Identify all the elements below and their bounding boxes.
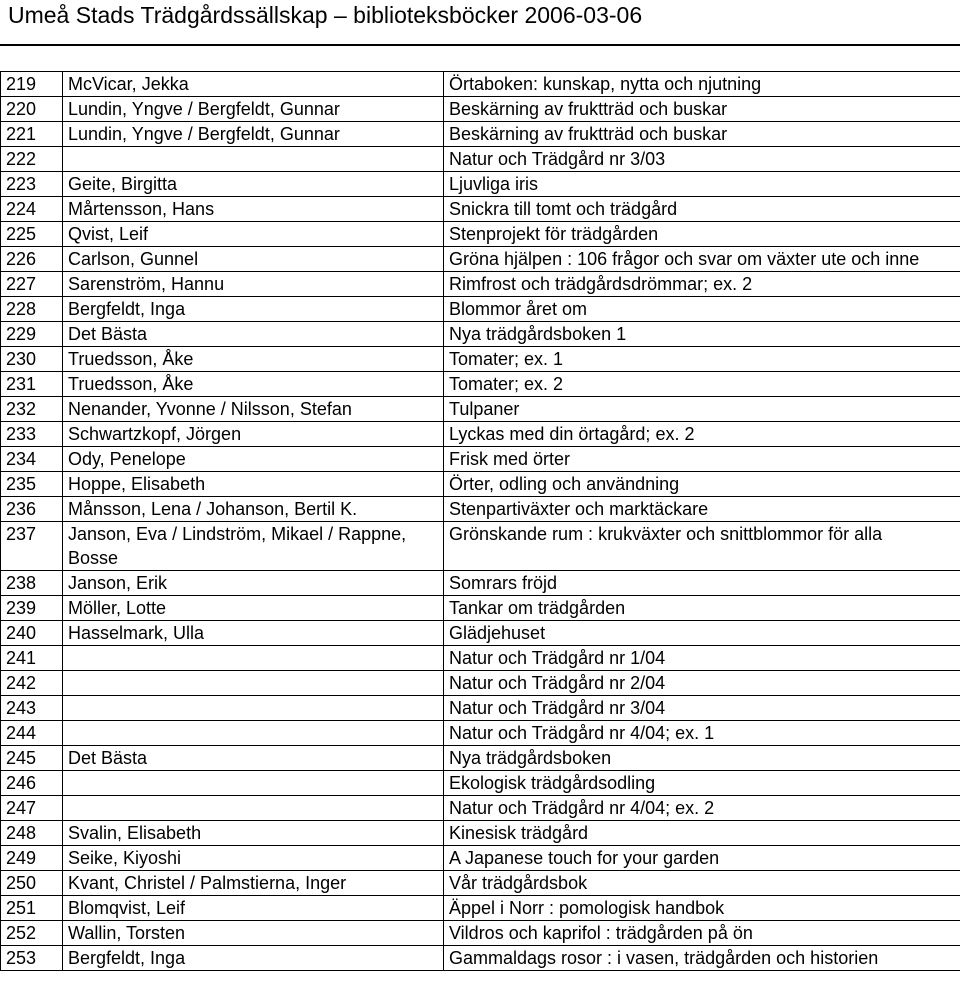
title-cell: Somrars fröjd bbox=[444, 571, 960, 596]
author-cell: Lundin, Yngve / Bergfeldt, Gunnar bbox=[63, 122, 444, 147]
book-number-cell: 229 bbox=[1, 322, 63, 347]
book-number-cell: 227 bbox=[1, 272, 63, 297]
book-number-cell: 221 bbox=[1, 122, 63, 147]
title-cell: Frisk med örter bbox=[444, 447, 960, 472]
book-number-cell: 238 bbox=[1, 571, 63, 596]
table-row bbox=[1, 671, 960, 696]
book-number-cell: 244 bbox=[1, 721, 63, 746]
book-number-cell: 252 bbox=[1, 921, 63, 946]
author-cell: Hasselmark, Ulla bbox=[63, 621, 444, 646]
author-cell: Lundin, Yngve / Bergfeldt, Gunnar bbox=[63, 97, 444, 122]
author-cell bbox=[63, 721, 444, 746]
author-cell bbox=[63, 147, 444, 172]
table-row bbox=[1, 821, 960, 846]
table-row bbox=[1, 497, 960, 522]
table-row bbox=[1, 771, 960, 796]
table-row bbox=[1, 621, 960, 646]
title-cell: Glädjehuset bbox=[444, 621, 960, 646]
table-row bbox=[1, 347, 960, 372]
title-cell: Äppel i Norr : pomologisk handbok bbox=[444, 896, 960, 921]
title-cell: Stenpartiväxter och marktäckare bbox=[444, 497, 960, 522]
book-number-cell: 236 bbox=[1, 497, 63, 522]
title-cell: Tankar om trädgården bbox=[444, 596, 960, 621]
book-number-cell: 237 bbox=[1, 522, 63, 571]
title-cell: Örter, odling och användning bbox=[444, 472, 960, 497]
book-number-cell: 250 bbox=[1, 871, 63, 896]
book-number-cell: 240 bbox=[1, 621, 63, 646]
title-cell: Ekologisk trädgårdsodling bbox=[444, 771, 960, 796]
table-row bbox=[1, 197, 960, 222]
header-divider bbox=[0, 44, 960, 46]
table-row bbox=[1, 846, 960, 871]
title-cell: Beskärning av fruktträd och buskar bbox=[444, 97, 960, 122]
title-cell: Natur och Trädgård nr 3/03 bbox=[444, 147, 960, 172]
book-number-cell: 219 bbox=[1, 72, 63, 97]
title-cell: Tomater; ex. 2 bbox=[444, 372, 960, 397]
author-cell bbox=[63, 771, 444, 796]
author-cell: Qvist, Leif bbox=[63, 222, 444, 247]
book-number-cell: 232 bbox=[1, 397, 63, 422]
table-row bbox=[1, 72, 960, 97]
author-cell bbox=[63, 796, 444, 821]
book-number-cell: 248 bbox=[1, 821, 63, 846]
author-cell: Möller, Lotte bbox=[63, 596, 444, 621]
book-number-cell: 231 bbox=[1, 372, 63, 397]
title-cell: Gröna hjälpen : 106 frågor och svar om växter ute och inne bbox=[444, 247, 960, 272]
table-row bbox=[1, 646, 960, 671]
table-row bbox=[1, 247, 960, 272]
table-row bbox=[1, 571, 960, 596]
book-number-cell: 253 bbox=[1, 946, 63, 971]
book-number-cell: 249 bbox=[1, 846, 63, 871]
table-row bbox=[1, 422, 960, 447]
book-number-cell: 228 bbox=[1, 297, 63, 322]
author-cell: Bergfeldt, Inga bbox=[63, 297, 444, 322]
author-cell: McVicar, Jekka bbox=[63, 72, 444, 97]
title-cell: Vår trädgårdsbok bbox=[444, 871, 960, 896]
title-cell: Gammaldags rosor : i vasen, trädgården och historien bbox=[444, 946, 960, 971]
table-row bbox=[1, 946, 960, 971]
book-number-cell: 233 bbox=[1, 422, 63, 447]
author-cell: Blomqvist, Leif bbox=[63, 896, 444, 921]
title-cell: Stenprojekt för trädgården bbox=[444, 222, 960, 247]
book-number-cell: 223 bbox=[1, 172, 63, 197]
author-cell: Månsson, Lena / Johanson, Bertil K. bbox=[63, 497, 444, 522]
table-row bbox=[1, 372, 960, 397]
title-cell: Blommor året om bbox=[444, 297, 960, 322]
book-number-cell: 220 bbox=[1, 97, 63, 122]
title-cell: Rimfrost och trädgårdsdrömmar; ex. 2 bbox=[444, 272, 960, 297]
author-cell: Carlson, Gunnel bbox=[63, 247, 444, 272]
book-number-cell: 251 bbox=[1, 896, 63, 921]
author-cell: Mårtensson, Hans bbox=[63, 197, 444, 222]
title-cell: Lyckas med din örtagård; ex. 2 bbox=[444, 422, 960, 447]
author-cell: Kvant, Christel / Palmstierna, Inger bbox=[63, 871, 444, 896]
table-row bbox=[1, 322, 960, 347]
author-cell: Janson, Eva / Lindström, Mikael / Rappne, Bosse bbox=[63, 522, 444, 571]
book-number-cell: 226 bbox=[1, 247, 63, 272]
table-row bbox=[1, 522, 960, 571]
title-cell: Natur och Trädgård nr 1/04 bbox=[444, 646, 960, 671]
page-title: Umeå Stads Trädgårdssällskap – biblioteksböcker 2006-03-06 bbox=[8, 2, 643, 28]
title-cell: Natur och Trädgård nr 4/04; ex. 2 bbox=[444, 796, 960, 821]
book-number-cell: 222 bbox=[1, 147, 63, 172]
title-cell: Grönskande rum : krukväxter och snittblommor för alla bbox=[444, 522, 960, 571]
table-row bbox=[1, 172, 960, 197]
book-table bbox=[0, 71, 960, 971]
table-row bbox=[1, 896, 960, 921]
author-cell: Det Bästa bbox=[63, 322, 444, 347]
book-number-cell: 239 bbox=[1, 596, 63, 621]
title-cell: Natur och Trädgård nr 3/04 bbox=[444, 696, 960, 721]
title-cell: A Japanese touch for your garden bbox=[444, 846, 960, 871]
author-cell: Wallin, Torsten bbox=[63, 921, 444, 946]
author-cell: Janson, Erik bbox=[63, 571, 444, 596]
table-row bbox=[1, 147, 960, 172]
table-row bbox=[1, 871, 960, 896]
author-cell: Ody, Penelope bbox=[63, 447, 444, 472]
table-row bbox=[1, 696, 960, 721]
author-cell: Truedsson, Åke bbox=[63, 347, 444, 372]
title-cell: Nya trädgårdsboken 1 bbox=[444, 322, 960, 347]
book-number-cell: 234 bbox=[1, 447, 63, 472]
table-row bbox=[1, 921, 960, 946]
table-row bbox=[1, 746, 960, 771]
table-row bbox=[1, 472, 960, 497]
author-cell: Svalin, Elisabeth bbox=[63, 821, 444, 846]
title-cell: Vildros och kaprifol : trädgården på ön bbox=[444, 921, 960, 946]
author-cell bbox=[63, 696, 444, 721]
table-row bbox=[1, 272, 960, 297]
title-cell: Nya trädgårdsboken bbox=[444, 746, 960, 771]
title-cell: Snickra till tomt och trädgård bbox=[444, 197, 960, 222]
author-cell: Truedsson, Åke bbox=[63, 372, 444, 397]
table-row bbox=[1, 796, 960, 821]
table-row bbox=[1, 97, 960, 122]
book-number-cell: 235 bbox=[1, 472, 63, 497]
title-cell: Natur och Trädgård nr 2/04 bbox=[444, 671, 960, 696]
title-cell: Örtaboken: kunskap, nytta och njutning bbox=[444, 72, 960, 97]
book-number-cell: 246 bbox=[1, 771, 63, 796]
table-row bbox=[1, 297, 960, 322]
author-cell: Sarenström, Hannu bbox=[63, 272, 444, 297]
book-number-cell: 230 bbox=[1, 347, 63, 372]
author-cell: Bergfeldt, Inga bbox=[63, 946, 444, 971]
table-row bbox=[1, 721, 960, 746]
book-number-cell: 247 bbox=[1, 796, 63, 821]
title-cell: Kinesisk trädgård bbox=[444, 821, 960, 846]
title-cell: Beskärning av fruktträd och buskar bbox=[444, 122, 960, 147]
title-cell: Natur och Trädgård nr 4/04; ex. 1 bbox=[444, 721, 960, 746]
author-cell: Det Bästa bbox=[63, 746, 444, 771]
table-row bbox=[1, 222, 960, 247]
table-row bbox=[1, 397, 960, 422]
author-cell: Seike, Kiyoshi bbox=[63, 846, 444, 871]
title-cell: Tulpaner bbox=[444, 397, 960, 422]
author-cell: Hoppe, Elisabeth bbox=[63, 472, 444, 497]
title-cell: Tomater; ex. 1 bbox=[444, 347, 960, 372]
table-row bbox=[1, 447, 960, 472]
book-number-cell: 224 bbox=[1, 197, 63, 222]
author-cell: Nenander, Yvonne / Nilsson, Stefan bbox=[63, 397, 444, 422]
title-cell: Ljuvliga iris bbox=[444, 172, 960, 197]
book-number-cell: 241 bbox=[1, 646, 63, 671]
book-number-cell: 243 bbox=[1, 696, 63, 721]
table-row bbox=[1, 596, 960, 621]
author-cell bbox=[63, 671, 444, 696]
book-table-body bbox=[1, 72, 960, 971]
book-number-cell: 245 bbox=[1, 746, 63, 771]
author-cell bbox=[63, 646, 444, 671]
author-cell: Schwartzkopf, Jörgen bbox=[63, 422, 444, 447]
book-number-cell: 242 bbox=[1, 671, 63, 696]
author-cell: Geite, Birgitta bbox=[63, 172, 444, 197]
table-row bbox=[1, 122, 960, 147]
book-number-cell: 225 bbox=[1, 222, 63, 247]
